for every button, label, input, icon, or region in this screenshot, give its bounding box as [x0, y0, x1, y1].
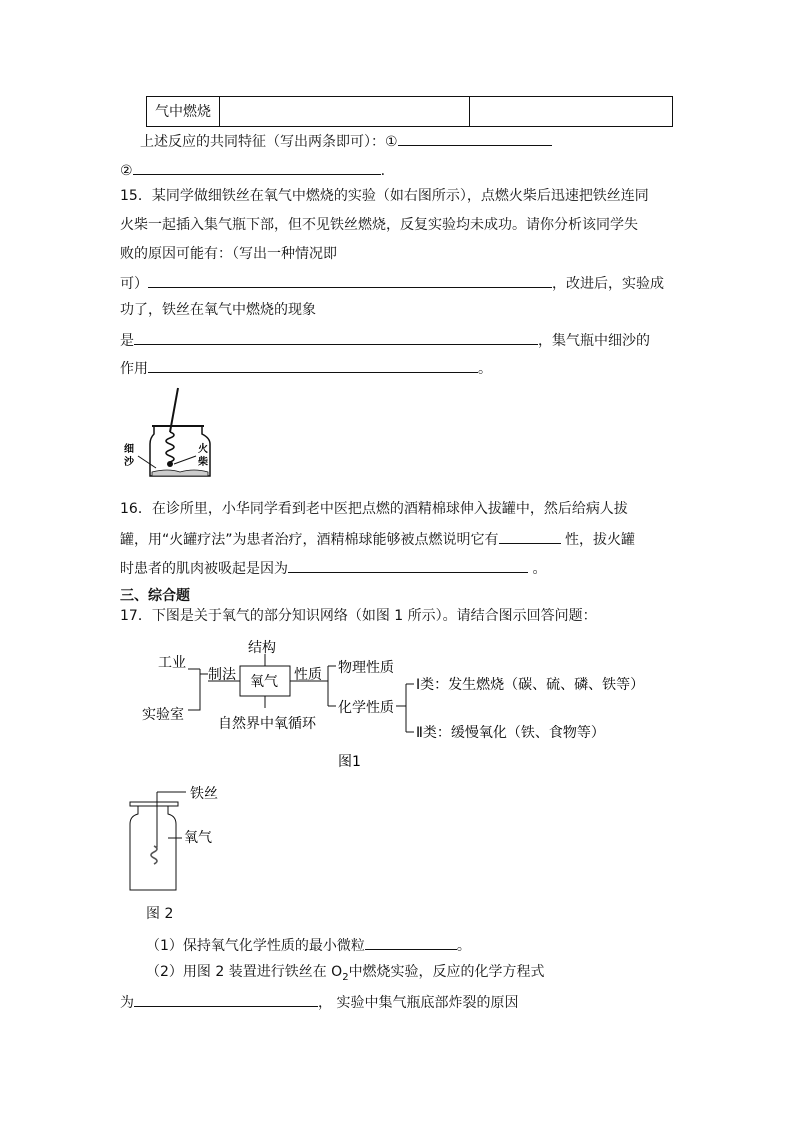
diagram-structure: 结构	[248, 640, 276, 656]
section-heading: 三、综合题	[120, 588, 190, 604]
q15-line7-prefix: 作用	[120, 361, 148, 377]
q16-line3-prefix: 时患者的肌肉被吸起是因为	[120, 561, 288, 577]
diagram-properties: 性质	[294, 667, 322, 683]
q16-blank-property[interactable]	[499, 528, 561, 544]
q15-line6-prefix: 是	[120, 333, 134, 349]
q15-line2: 火柴一起插入集气瓶下部，但不见铁丝燃烧，反复实验均未成功。请你分析该同学失	[120, 217, 638, 233]
jar-body	[130, 806, 176, 890]
q15-line7	[120, 357, 492, 379]
q14-line2-suffix: .	[380, 163, 386, 179]
diagram-laboratory: 实验室	[142, 707, 184, 723]
q15-line5: 功了，铁丝在氧气中燃烧的现象	[120, 302, 316, 318]
q17-sub1-suffix: 。	[456, 938, 471, 954]
q14-line1	[140, 130, 552, 152]
q17-blank-particle[interactable]	[365, 934, 457, 950]
q15-figure	[118, 384, 218, 484]
q15-line4-prefix: 可）	[120, 276, 148, 292]
diagram-industry: 工业	[158, 655, 186, 671]
label-iron-wire: 铁丝	[190, 786, 218, 802]
diagram-preparation: 制法	[208, 667, 236, 683]
q14-blank-2[interactable]	[133, 159, 381, 175]
label-oxygen: 氧气	[184, 830, 212, 846]
q16-line2	[120, 528, 635, 550]
q14-line2	[120, 159, 385, 181]
q16-line2-prefix: 罐，用“火罐疗法”为患者治疗，酒精棉球能够被点燃说明它有	[120, 532, 499, 548]
diagram-class-1: Ⅰ类：发生燃烧（碳、硫、磷、铁等）	[416, 677, 645, 693]
diagram-class-2: Ⅱ类：缓慢氧化（铁、食物等）	[416, 725, 605, 741]
jar-lid	[130, 802, 178, 806]
q17-sub2-line2-prefix: 为	[120, 995, 134, 1011]
q15-line4-suffix: ，改进后，实验成	[552, 276, 664, 292]
label-fine-sand-2: 沙	[124, 457, 134, 468]
q17-sub2-text-b: 中燃烧实验，反应的化学方程式	[348, 964, 545, 980]
figure-2-jar	[124, 780, 244, 895]
q16-blank-reason[interactable]	[288, 557, 528, 573]
q16-line1: 16．在诊所里，小华同学看到老中医把点燃的酒精棉球伸入拔罐中，然后给病人拔	[120, 501, 628, 517]
label-match-2: 柴	[198, 457, 208, 468]
q15-blank-reason[interactable]	[148, 272, 552, 288]
table-cell-2[interactable]	[219, 97, 470, 126]
q16-line3-suffix: 。	[528, 561, 547, 577]
figure-1-caption: 图1	[338, 754, 361, 770]
q17-sub2-line2	[120, 991, 518, 1013]
q17-sub2-line2-suffix: ， 实验中集气瓶底部炸裂的原因	[318, 995, 519, 1011]
q14-line1-text: 上述反应的共同特征（写出两条即可）：①	[140, 134, 398, 150]
q17-sub1-prefix: （1）保持氧气化学性质的最小微粒	[146, 938, 365, 954]
answer-table-row	[146, 96, 673, 127]
q17-sub2-text-a: （2）用图 2 装置进行铁丝在 O	[146, 964, 343, 980]
q16-line2-suffix: 性，拔火罐	[560, 532, 635, 548]
q15-blank-sand[interactable]	[148, 357, 478, 373]
q15-line6-suffix: ，集气瓶中细沙的	[538, 333, 650, 349]
q14-line2-prefix: ②	[120, 163, 133, 179]
q15-blank-phenomenon[interactable]	[134, 329, 538, 345]
q14-blank-1[interactable]	[398, 130, 552, 146]
spiral-wire	[166, 432, 174, 462]
diagram-physical-properties: 物理性质	[338, 660, 394, 676]
oxygen-knowledge-diagram	[130, 634, 670, 774]
table-cell-1	[147, 97, 220, 126]
o2-subscript: 2	[342, 971, 349, 983]
figure-2-caption: 图 2	[146, 906, 174, 922]
label-match-1: 火	[198, 444, 208, 455]
diagram-chemical-properties: 化学性质	[338, 700, 394, 716]
wire-coil	[151, 846, 157, 864]
q16-line3	[120, 557, 546, 579]
diagram-oxygen-cycle: 自然界中氧循环	[218, 716, 316, 732]
match-head	[167, 461, 173, 467]
table-cell-1-text: 气中燃烧	[155, 104, 211, 120]
q15-line6	[120, 329, 650, 351]
q15-line7-suffix: 。	[478, 361, 492, 377]
q17-sub1	[146, 934, 471, 956]
q17-sub2-line1	[146, 962, 545, 988]
q15-line3: 败的原因可能有：（写出一种情况即	[120, 246, 337, 262]
diagram-oxygen: 氧气	[250, 674, 278, 690]
q17-blank-equation[interactable]	[134, 991, 318, 1007]
q15-line4	[120, 272, 664, 294]
label-fine-sand-1: 细	[124, 444, 134, 455]
q15-line1: 15．某同学做细铁丝在氧气中燃烧的实验（如右图所示），点燃火柴后迅速把铁丝连同	[120, 188, 649, 204]
q17-line1: 17．下图是关于氧气的部分知识网络（如图 1 所示）。请结合图示回答问题：	[120, 608, 597, 624]
sand	[152, 470, 208, 476]
